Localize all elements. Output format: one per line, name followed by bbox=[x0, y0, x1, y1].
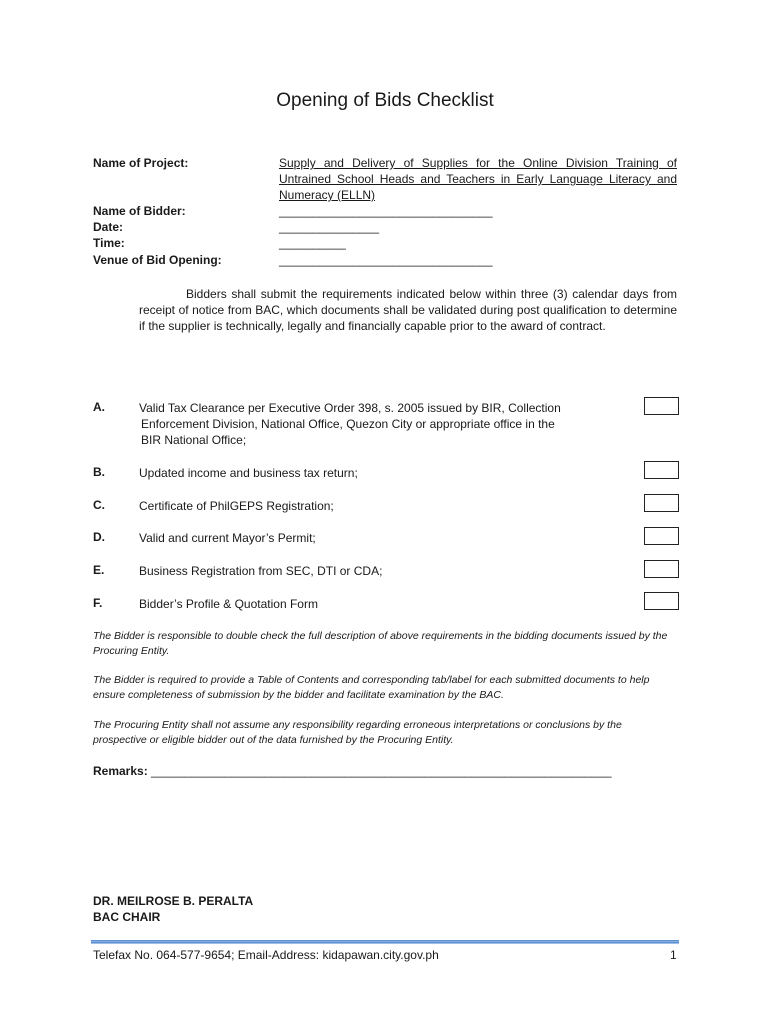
note-paragraph: The Procuring Entity shall not assume any responsibility regarding erroneous interpretations or conclusions by the prospective or eligible bidder out of the data furnished by the Procuring Entity. bbox=[93, 719, 622, 746]
requirement-text: Updated income and business tax return; bbox=[139, 466, 358, 480]
requirement-checkbox[interactable] bbox=[644, 461, 679, 479]
project-label: Name of Project: bbox=[93, 156, 189, 170]
requirement-text: Certificate of PhilGEPS Registration; bbox=[139, 499, 334, 513]
requirement-letter: E. bbox=[93, 563, 105, 577]
intro-paragraph: Bidders shall submit the requirements indicated below within three (3) calendar days from receipt of notice from BAC, which documents shall be validated during post qualification to determine if the supplier is technically, legally and financially capable prior to the award of contract. bbox=[139, 287, 677, 333]
remarks-line: _____________________________________________________________________ bbox=[151, 764, 612, 778]
requirement-line: BIR National Office; bbox=[141, 433, 247, 447]
signatory-title: BAC CHAIR bbox=[93, 910, 161, 924]
footer-contact: Telefax No. 064-577-9654; Email-Address: kidapawan.city.gov.ph bbox=[93, 948, 439, 962]
document-title: Opening of Bids Checklist bbox=[276, 90, 494, 111]
requirement-checkbox[interactable] bbox=[644, 527, 679, 545]
bidder-label: Name of Bidder: bbox=[93, 204, 186, 218]
time-label: Time: bbox=[93, 236, 125, 250]
note-paragraph: The Bidder is responsible to double check the full description of above requirements in the bidding documents issued by the Procuring Entity. bbox=[93, 630, 668, 657]
time-blank: __________ bbox=[279, 236, 346, 250]
venue-label: Venue of Bid Opening: bbox=[93, 253, 222, 267]
requirement-letter: B. bbox=[93, 465, 105, 479]
signatory-name: DR. MEILROSE B. PERALTA bbox=[93, 894, 254, 908]
remarks-row bbox=[93, 764, 612, 778]
project-value: Supply and Delivery of Supplies for the Online Division Training of Untrained School Heads and Teachers in Early Language Literacy and Numeracy (ELLN) bbox=[279, 156, 677, 202]
date-label: Date: bbox=[93, 220, 124, 234]
venue-blank: ________________________________ bbox=[279, 253, 493, 267]
bidder-blank: ________________________________ bbox=[279, 204, 493, 218]
requirement-checkbox[interactable] bbox=[644, 560, 679, 578]
remarks-label: Remarks: bbox=[93, 764, 148, 778]
requirement-checkbox[interactable] bbox=[644, 592, 679, 610]
requirement-checkbox[interactable] bbox=[644, 397, 679, 415]
requirement-letter: D. bbox=[93, 530, 105, 544]
date-blank: _______________ bbox=[279, 220, 380, 234]
requirement-line: Valid Tax Clearance per Executive Order 398, s. 2005 issued by BIR, Collection bbox=[139, 401, 561, 415]
footer-divider bbox=[91, 940, 679, 944]
requirement-text bbox=[139, 400, 609, 448]
requirement-checkbox[interactable] bbox=[644, 494, 679, 512]
requirement-text: Valid and current Mayor’s Permit; bbox=[139, 531, 316, 545]
requirement-text: Business Registration from SEC, DTI or CDA; bbox=[139, 564, 383, 578]
requirement-letter: F. bbox=[93, 596, 103, 610]
requirement-letter: A. bbox=[93, 400, 105, 414]
requirement-text: Bidder’s Profile & Quotation Form bbox=[139, 597, 318, 611]
note-paragraph: The Bidder is required to provide a Table of Contents and corresponding tab/label for each submitted documents to help ensure completeness of submission by the bidder and facilitate examination by the BAC. bbox=[93, 674, 650, 701]
page-number: 1 bbox=[670, 948, 677, 962]
requirement-letter: C. bbox=[93, 498, 105, 512]
requirement-line: Enforcement Division, National Office, Quezon City or appropriate office in the bbox=[141, 417, 555, 431]
